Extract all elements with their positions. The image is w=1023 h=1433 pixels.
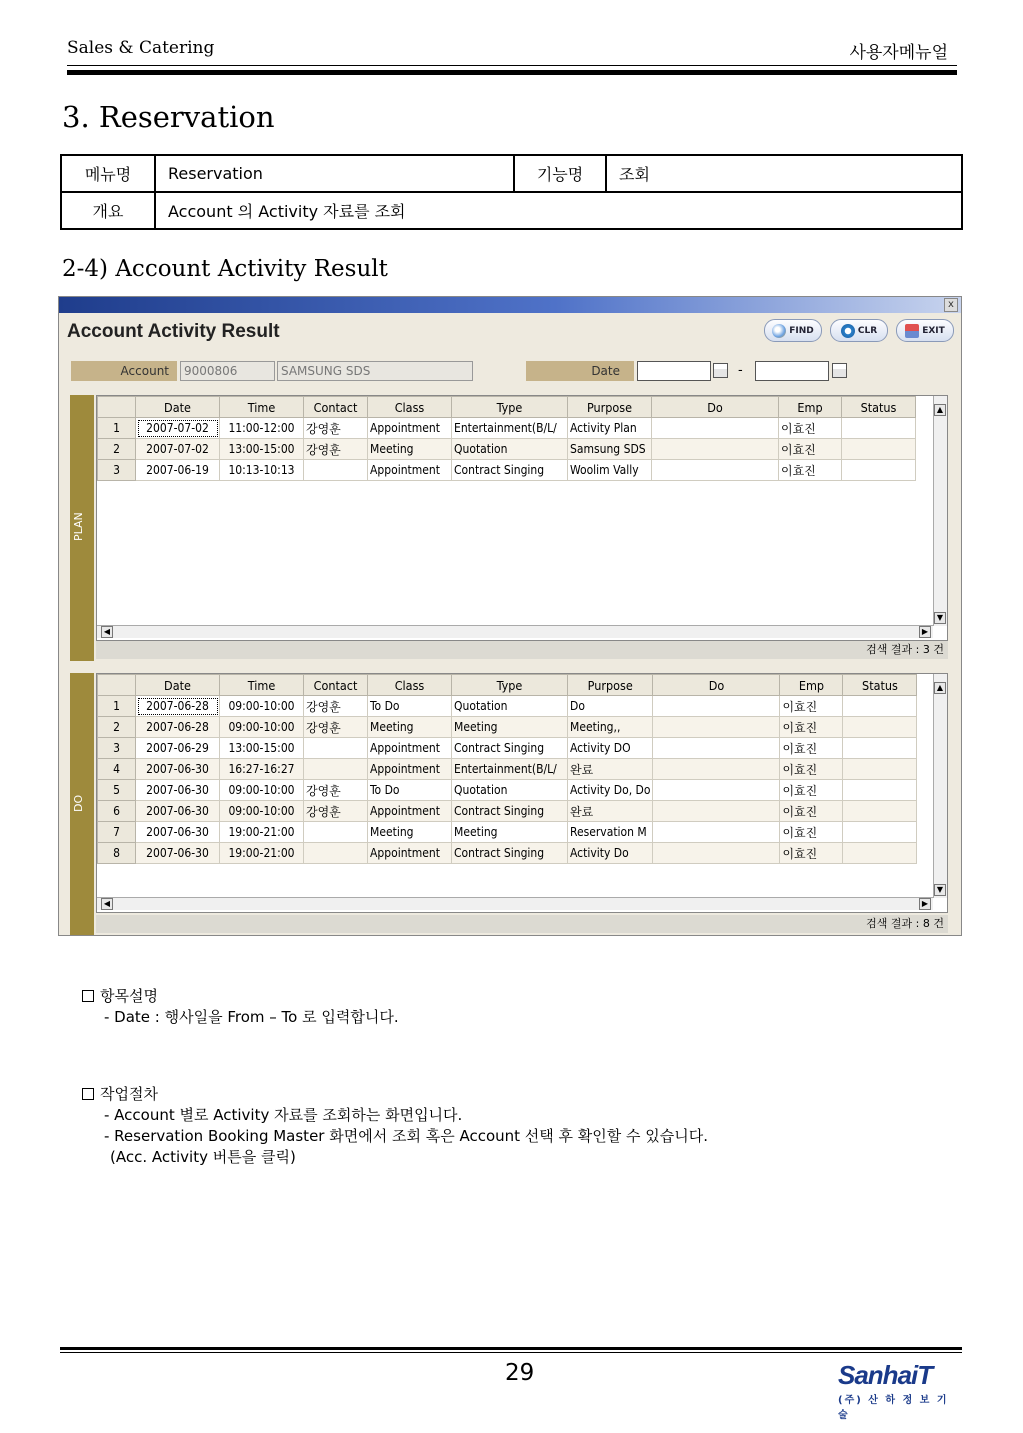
func-value: 조회 xyxy=(606,155,962,192)
cell-time[interactable]: 09:00-10:00 xyxy=(220,696,304,717)
do-label: DO xyxy=(72,794,85,812)
do-table-row[interactable] xyxy=(98,738,917,759)
header-right: 사용자메뉴얼 xyxy=(849,43,948,63)
cell-contact[interactable]: 강영훈 xyxy=(304,696,368,717)
column-header-purpose[interactable]: Purpose xyxy=(568,397,652,418)
cell-emp[interactable]: 이효진 xyxy=(780,738,843,759)
do-table-row[interactable] xyxy=(98,780,917,801)
plan-result-count: 검색 결과 : 3 건 xyxy=(96,641,948,659)
cell-type[interactable]: Entertainment(B/L/ xyxy=(452,418,568,439)
procedure-line: (Acc. Activity 버튼을 클릭) xyxy=(110,1148,296,1166)
cell-purpose[interactable]: Activity Do xyxy=(568,843,653,864)
procedure-title: 작업절차 xyxy=(100,1085,158,1103)
column-header-class[interactable]: Class xyxy=(368,397,452,418)
page-number: 29 xyxy=(505,1360,535,1386)
plan-table xyxy=(97,396,916,481)
cell-type[interactable]: Meeting xyxy=(452,717,568,738)
scroll-left-icon[interactable]: ◀ xyxy=(101,898,113,910)
procedure-line: - Reservation Booking Master 화면에서 조회 혹은 Account 선택 후 확인할 수 있습니다. xyxy=(104,1127,709,1145)
cell-emp[interactable]: 이효진 xyxy=(780,843,843,864)
subsection-title: 2-4) Account Activity Result xyxy=(62,256,388,282)
magnifier-icon xyxy=(772,324,786,338)
find-button[interactable] xyxy=(764,319,822,342)
item-desc-line: - Date : 행사일을 From – To 로 입력합니다. xyxy=(104,1008,399,1026)
row-number[interactable]: 4 xyxy=(98,759,136,780)
cell-purpose[interactable]: 완료 xyxy=(568,801,653,822)
cell-contact[interactable]: 강영훈 xyxy=(304,780,368,801)
cell-type[interactable]: Meeting xyxy=(452,822,568,843)
date-separator: - xyxy=(738,363,743,378)
column-header-date[interactable]: Date xyxy=(136,397,220,418)
footer-rule xyxy=(60,1352,962,1353)
cell-status[interactable] xyxy=(843,801,917,822)
window-title: Account Activity Result xyxy=(67,321,280,342)
cell-class[interactable]: Appointment xyxy=(368,460,452,481)
plan-hscroll[interactable] xyxy=(97,625,933,638)
cell-contact[interactable] xyxy=(304,738,368,759)
cell-date[interactable]: 2007-07-02 xyxy=(136,418,220,439)
row-number[interactable]: 3 xyxy=(98,738,136,759)
cell-emp[interactable]: 이효진 xyxy=(780,696,843,717)
cell-contact[interactable] xyxy=(304,759,368,780)
cell-class[interactable]: Appointment xyxy=(368,759,452,780)
cell-purpose[interactable]: Meeting,, xyxy=(568,717,653,738)
plan-table-row[interactable] xyxy=(98,418,916,439)
cell-class[interactable]: Meeting xyxy=(368,717,452,738)
cell-do[interactable] xyxy=(652,418,779,439)
logo-subtext: (주) 산 하 정 보 기 술 xyxy=(838,1395,949,1421)
cell-class[interactable]: Appointment xyxy=(368,738,452,759)
plan-label: PLAN xyxy=(72,512,85,542)
cell-date[interactable]: 2007-06-30 xyxy=(136,822,220,843)
column-header-do[interactable]: Do xyxy=(652,397,779,418)
cell-emp[interactable]: 이효진 xyxy=(780,780,843,801)
column-header-type[interactable]: Type xyxy=(452,397,568,418)
do-sidebar xyxy=(70,673,94,935)
plan-vscroll[interactable] xyxy=(933,396,947,626)
cell-status[interactable] xyxy=(842,439,916,460)
row-number[interactable]: 1 xyxy=(98,696,136,717)
cell-date[interactable]: 2007-06-30 xyxy=(136,843,220,864)
cell-do[interactable] xyxy=(653,696,780,717)
header-left: Sales & Catering xyxy=(67,38,215,58)
cell-time[interactable]: 16:27-16:27 xyxy=(220,759,304,780)
header-rule-thick xyxy=(67,70,957,75)
section-title: 3. Reservation xyxy=(62,100,275,134)
do-hscroll[interactable] xyxy=(97,897,933,910)
summary-label: 개요 xyxy=(61,192,155,229)
func-label: 기능명 xyxy=(514,155,606,192)
cell-do[interactable] xyxy=(652,439,779,460)
procedure xyxy=(82,1084,708,1168)
calendar-icon[interactable] xyxy=(832,363,847,378)
header-rule xyxy=(67,65,957,66)
cell-do[interactable] xyxy=(653,843,780,864)
row-number[interactable]: 5 xyxy=(98,780,136,801)
scroll-left-icon[interactable]: ◀ xyxy=(101,626,113,638)
footer-rule-thick xyxy=(60,1347,962,1350)
cell-contact[interactable] xyxy=(304,460,368,481)
do-vscroll[interactable] xyxy=(933,674,947,898)
cell-contact[interactable]: 강영훈 xyxy=(304,717,368,738)
clear-button[interactable] xyxy=(830,319,888,342)
plan-grid xyxy=(96,395,948,641)
cell-type[interactable]: Quotation xyxy=(452,780,568,801)
cell-time[interactable]: 19:00-21:00 xyxy=(220,822,304,843)
scroll-up-icon[interactable]: ▲ xyxy=(934,404,946,416)
column-header-time[interactable]: Time xyxy=(220,675,304,696)
column-header-emp[interactable]: Emp xyxy=(780,675,843,696)
cell-status[interactable] xyxy=(843,738,917,759)
cell-do[interactable] xyxy=(653,822,780,843)
cell-date[interactable]: 2007-06-30 xyxy=(136,759,220,780)
cell-purpose[interactable]: Reservation M xyxy=(568,822,653,843)
cell-time[interactable]: 13:00-15:00 xyxy=(220,439,304,460)
refresh-icon xyxy=(841,324,855,338)
cell-date[interactable]: 2007-06-30 xyxy=(136,801,220,822)
cell-time[interactable]: 19:00-21:00 xyxy=(220,843,304,864)
scroll-up-icon[interactable]: ▲ xyxy=(934,682,946,694)
cell-time[interactable]: 13:00-15:00 xyxy=(220,738,304,759)
column-header-emp[interactable]: Emp xyxy=(779,397,842,418)
cell-emp[interactable]: 이효진 xyxy=(780,822,843,843)
company-logo xyxy=(838,1360,958,1421)
account-name-field: SAMSUNG SDS xyxy=(277,361,473,381)
row-number[interactable]: 1 xyxy=(98,418,136,439)
row-number[interactable]: 2 xyxy=(98,717,136,738)
cell-date[interactable]: 2007-06-28 xyxy=(136,696,220,717)
exit-button[interactable] xyxy=(896,319,954,342)
cell-date[interactable]: 2007-06-29 xyxy=(136,738,220,759)
date-label: Date xyxy=(526,361,634,381)
cell-status[interactable] xyxy=(842,460,916,481)
cell-class[interactable]: Meeting xyxy=(368,439,452,460)
cell-type[interactable]: Contract Singing xyxy=(452,738,568,759)
summary-value: Account 의 Activity 자료를 조회 xyxy=(155,192,962,229)
column-header-contact[interactable]: Contact xyxy=(304,675,368,696)
row-number[interactable]: 3 xyxy=(98,460,136,481)
menu-value: Reservation xyxy=(155,155,514,192)
info-table xyxy=(60,154,963,230)
cell-status[interactable] xyxy=(842,418,916,439)
cell-contact[interactable]: 강영훈 xyxy=(304,418,368,439)
checkbox-icon xyxy=(82,990,94,1002)
cell-type[interactable]: Contract Singing xyxy=(452,801,568,822)
cell-time[interactable]: 09:00-10:00 xyxy=(220,717,304,738)
cell-contact[interactable] xyxy=(304,822,368,843)
column-header-contact[interactable]: Contact xyxy=(304,397,368,418)
column-header-do[interactable]: Do xyxy=(653,675,780,696)
row-number[interactable]: 6 xyxy=(98,801,136,822)
procedure-line: - Account 별로 Activity 자료를 조회하는 화면입니다. xyxy=(104,1106,463,1124)
cell-contact[interactable] xyxy=(304,843,368,864)
cell-time[interactable]: 09:00-10:00 xyxy=(220,801,304,822)
cell-class[interactable]: To Do xyxy=(368,780,452,801)
checkbox-icon xyxy=(82,1088,94,1100)
cell-time[interactable]: 11:00-12:00 xyxy=(220,418,304,439)
cell-class[interactable]: To Do xyxy=(368,696,452,717)
column-header-status[interactable]: Status xyxy=(842,397,916,418)
cell-do[interactable] xyxy=(652,460,779,481)
cell-type[interactable]: Quotation xyxy=(452,439,568,460)
date-from-field[interactable] xyxy=(637,361,711,381)
cell-status[interactable] xyxy=(843,696,917,717)
cell-contact[interactable]: 강영훈 xyxy=(304,439,368,460)
cell-do[interactable] xyxy=(653,780,780,801)
close-icon[interactable]: x xyxy=(944,298,958,312)
do-table xyxy=(97,674,917,864)
cell-class[interactable]: Appointment xyxy=(368,801,452,822)
cell-status[interactable] xyxy=(843,759,917,780)
do-table-row[interactable] xyxy=(98,801,917,822)
calendar-icon[interactable] xyxy=(713,363,728,378)
column-header-type[interactable]: Type xyxy=(452,675,568,696)
cell-purpose[interactable]: Activity DO xyxy=(568,738,653,759)
cell-purpose[interactable]: Activity Do, Do xyxy=(568,780,653,801)
clr-label: CLR xyxy=(857,325,878,336)
do-grid xyxy=(96,673,948,913)
cell-status[interactable] xyxy=(843,843,917,864)
account-label: Account xyxy=(71,361,177,381)
cell-date[interactable]: 2007-06-19 xyxy=(136,460,220,481)
cell-emp[interactable]: 이효진 xyxy=(779,418,842,439)
scroll-right-icon[interactable]: ▶ xyxy=(919,626,931,638)
do-table-row[interactable] xyxy=(98,717,917,738)
plan-sidebar xyxy=(70,395,94,661)
cell-do[interactable] xyxy=(653,738,780,759)
cell-purpose[interactable]: Woolim Vally xyxy=(568,460,652,481)
cell-type[interactable]: Contract Singing xyxy=(452,843,568,864)
row-number[interactable]: 8 xyxy=(98,843,136,864)
row-header-corner xyxy=(98,675,136,696)
item-description xyxy=(82,986,399,1028)
row-number[interactable]: 7 xyxy=(98,822,136,843)
cell-type[interactable]: Quotation xyxy=(452,696,568,717)
cell-purpose[interactable]: 완료 xyxy=(568,759,653,780)
cell-date[interactable]: 2007-06-28 xyxy=(136,717,220,738)
column-header-purpose[interactable]: Purpose xyxy=(568,675,653,696)
do-table-row[interactable] xyxy=(98,696,917,717)
cell-type[interactable]: Entertainment(B/L/ xyxy=(452,759,568,780)
row-header-corner xyxy=(98,397,136,418)
cell-emp[interactable]: 이효진 xyxy=(779,439,842,460)
cell-purpose[interactable]: Do xyxy=(568,696,653,717)
do-table-row[interactable] xyxy=(98,759,917,780)
scroll-down-icon[interactable]: ▼ xyxy=(934,884,946,896)
cell-date[interactable]: 2007-06-30 xyxy=(136,780,220,801)
column-header-time[interactable]: Time xyxy=(220,397,304,418)
cell-status[interactable] xyxy=(843,822,917,843)
cell-class[interactable]: Appointment xyxy=(368,843,452,864)
cell-time[interactable]: 10:13-10:13 xyxy=(220,460,304,481)
date-to-field[interactable] xyxy=(755,361,829,381)
scroll-right-icon[interactable]: ▶ xyxy=(919,898,931,910)
cell-status[interactable] xyxy=(843,780,917,801)
cell-emp[interactable]: 이효진 xyxy=(780,759,843,780)
cell-class[interactable]: Meeting xyxy=(368,822,452,843)
account-code-field[interactable]: 9000806 xyxy=(180,361,275,381)
cell-emp[interactable]: 이효진 xyxy=(780,801,843,822)
cell-purpose[interactable]: Samsung SDS xyxy=(568,439,652,460)
do-result-count: 검색 결과 : 8 건 xyxy=(96,915,948,933)
cell-do[interactable] xyxy=(653,717,780,738)
exit-icon xyxy=(905,324,919,338)
menu-label: 메뉴명 xyxy=(61,155,155,192)
column-header-date[interactable]: Date xyxy=(136,675,220,696)
exit-label: EXIT xyxy=(922,325,945,336)
scroll-down-icon[interactable]: ▼ xyxy=(934,612,946,624)
cell-emp[interactable]: 이효진 xyxy=(780,717,843,738)
window-titlebar xyxy=(59,297,961,313)
item-desc-title: 항목설명 xyxy=(100,987,158,1005)
cell-do[interactable] xyxy=(653,759,780,780)
find-label: FIND xyxy=(789,325,814,336)
cell-status[interactable] xyxy=(843,717,917,738)
cell-emp[interactable]: 이효진 xyxy=(779,460,842,481)
row-number[interactable]: 2 xyxy=(98,439,136,460)
column-header-status[interactable]: Status xyxy=(843,675,917,696)
plan-table-row[interactable] xyxy=(98,439,916,460)
column-header-class[interactable]: Class xyxy=(368,675,452,696)
cell-type[interactable]: Contract Singing xyxy=(452,460,568,481)
cell-date[interactable]: 2007-07-02 xyxy=(136,439,220,460)
cell-purpose[interactable]: Activity Plan xyxy=(568,418,652,439)
cell-contact[interactable]: 강영훈 xyxy=(304,801,368,822)
cell-time[interactable]: 09:00-10:00 xyxy=(220,780,304,801)
cell-class[interactable]: Appointment xyxy=(368,418,452,439)
plan-table-row[interactable] xyxy=(98,460,916,481)
logo-text: SanhaiT xyxy=(838,1360,933,1390)
do-table-row[interactable] xyxy=(98,843,917,864)
cell-do[interactable] xyxy=(653,801,780,822)
app-window xyxy=(58,296,962,936)
do-table-row[interactable] xyxy=(98,822,917,843)
